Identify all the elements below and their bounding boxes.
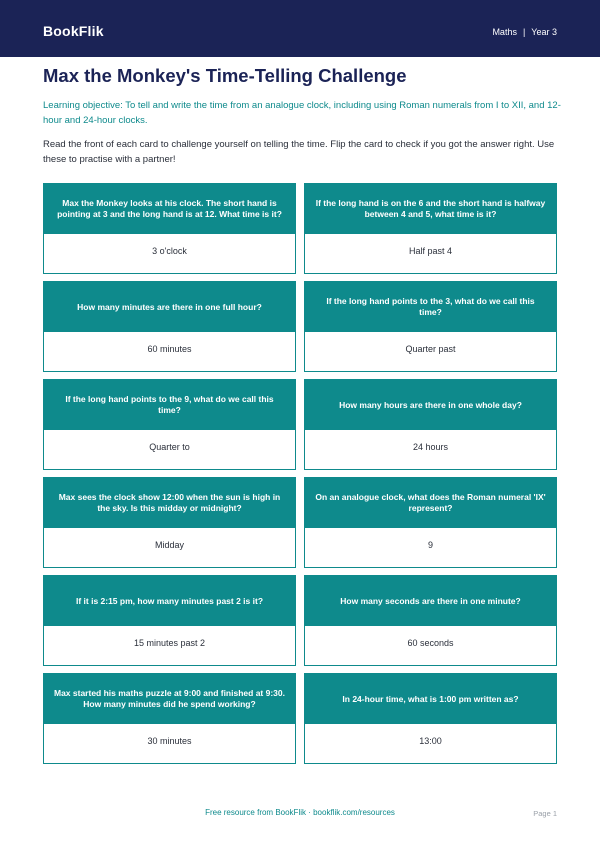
card-question: Max sees the clock show 12:00 when the sun is high in the sky. Is this midday or midnight? (44, 478, 295, 528)
footer-credit[interactable]: Free resource from BookFlik · bookflik.com/resources (205, 808, 395, 817)
intro-text: Read the front of each card to challenge yourself on telling the time. Flip the card to check if you got the answer right. Use these to practise with a partner! (43, 139, 555, 165)
page-number: Page 1 (533, 809, 557, 818)
card-answer: 13:00 (419, 735, 442, 746)
card-question: How many minutes are there in one full hour? (44, 282, 295, 332)
card-answer: Half past 4 (408, 245, 453, 256)
subject-label (492, 27, 557, 37)
flashcard-grid (43, 183, 557, 764)
card-question: Max started his maths puzzle at 9:00 and finished at 9:30. How many minutes did he spend working? (44, 674, 295, 724)
card-question: If the long hand points to the 9, what do we call this time? (44, 380, 295, 430)
card-question: If the long hand is on the 6 and the short hand is halfway between 4 and 5, what time is it? (305, 184, 556, 234)
brand-logo[interactable]: BookFlik (43, 23, 104, 39)
flashcard[interactable] (43, 673, 296, 764)
card-answer: 15 minutes past 2 (133, 637, 206, 648)
card-answer: Quarter past (405, 343, 456, 354)
card-question: How many hours are there in one whole day? (305, 380, 556, 430)
card-answer: 24 hours (412, 441, 449, 452)
card-question: If the long hand points to the 3, what do we call this time? (305, 282, 556, 332)
flashcard[interactable] (43, 575, 296, 666)
header-bar (0, 0, 600, 57)
flashcard[interactable] (304, 575, 557, 666)
flashcard[interactable] (304, 379, 557, 470)
flashcard[interactable] (43, 183, 296, 274)
separator: | (522, 27, 526, 37)
flashcard[interactable] (43, 281, 296, 372)
card-question: If it is 2:15 pm, how many minutes past 2 is it? (44, 576, 295, 626)
learning-objective: Learning objective: To tell and write the time from an analogue clock, including using Roman numerals from I to XII, and 12-hour and 24-hour clocks. (43, 100, 561, 126)
card-answer: 60 minutes (147, 343, 192, 354)
flashcard[interactable] (304, 673, 557, 764)
card-answer: Midday (154, 539, 184, 550)
flashcard[interactable] (43, 379, 296, 470)
page-title: Max the Monkey's Time-Telling Challenge (43, 65, 407, 86)
subject-name: Maths (492, 27, 517, 37)
flashcard[interactable] (304, 183, 557, 274)
card-question: On an analogue clock, what does the Roman numeral 'IX' represent? (305, 478, 556, 528)
card-answer: Quarter to (149, 441, 190, 452)
flashcard[interactable] (304, 281, 557, 372)
card-question: How many seconds are there in one minute? (305, 576, 556, 626)
card-question: Max the Monkey looks at his clock. The short hand is pointing at 3 and the long hand is at 12. What time is it? (44, 184, 295, 234)
card-answer: 30 minutes (147, 735, 192, 746)
card-answer: 3 o'clock (152, 245, 187, 256)
card-answer: 9 (427, 539, 433, 550)
flashcard[interactable] (304, 477, 557, 568)
year-label: Year 3 (531, 27, 557, 37)
flashcard[interactable] (43, 477, 296, 568)
card-answer: 60 seconds (407, 637, 454, 648)
card-question: In 24-hour time, what is 1:00 pm written as? (305, 674, 556, 724)
